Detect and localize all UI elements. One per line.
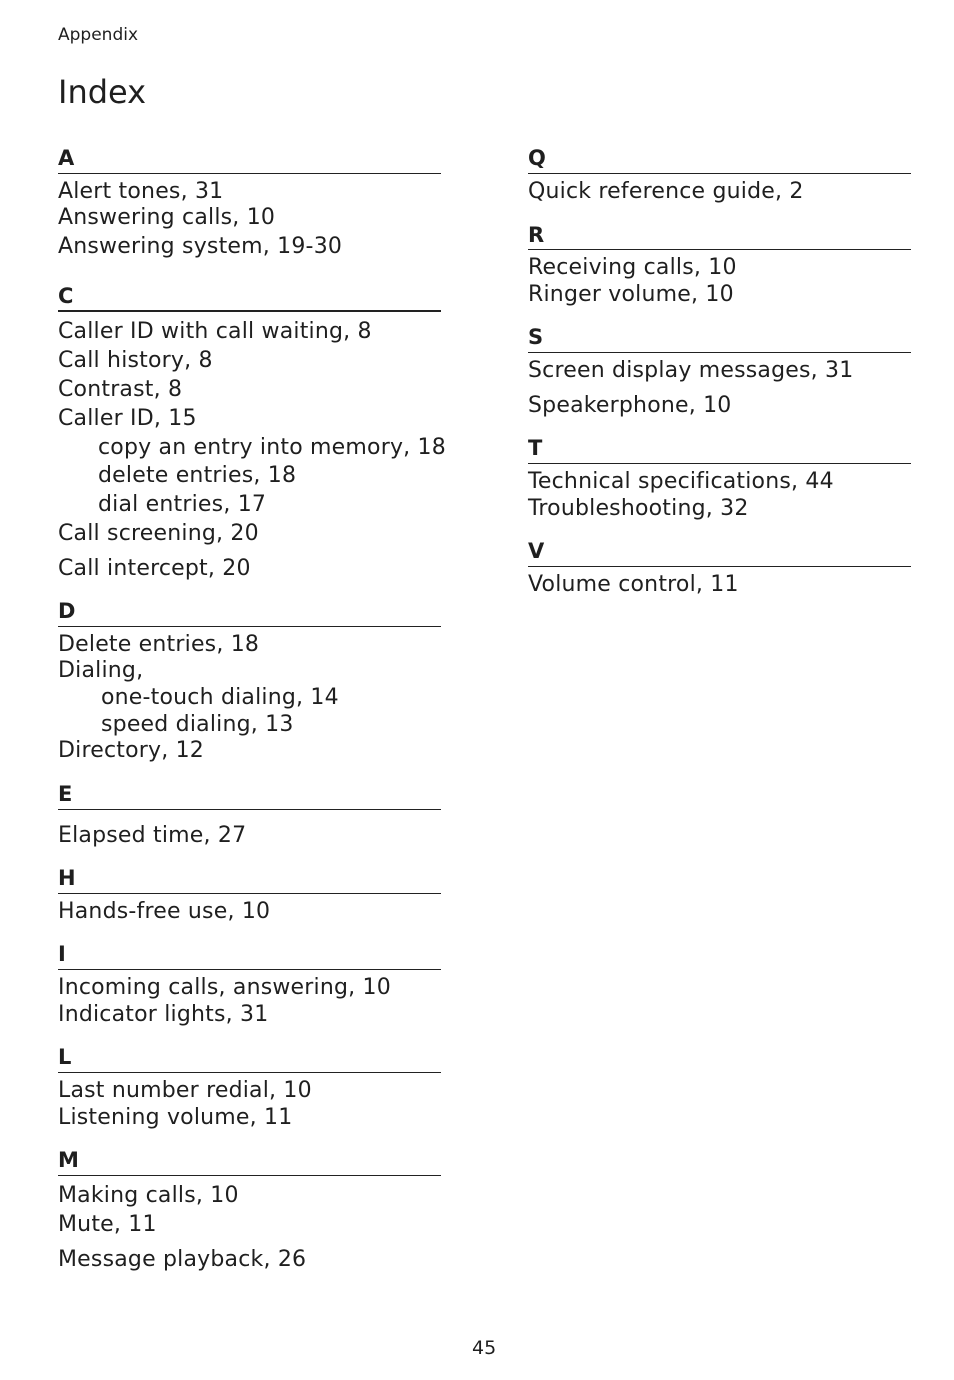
- index-letter: T: [528, 436, 543, 460]
- divider: [528, 249, 911, 250]
- index-entry: Speakerphone, 10: [528, 393, 732, 418]
- index-entry: Technical specifications, 44: [528, 469, 834, 494]
- index-entry: Alert tones, 31: [58, 179, 224, 204]
- index-entry: Call intercept, 20: [58, 556, 251, 581]
- divider: [528, 463, 911, 464]
- index-letter: E: [58, 782, 73, 806]
- index-letter: L: [58, 1045, 72, 1069]
- divider: [58, 1072, 441, 1073]
- index-entry: Call history, 8: [58, 348, 213, 373]
- divider: [58, 809, 441, 810]
- divider: [528, 352, 911, 353]
- index-entry: Volume control, 11: [528, 572, 739, 597]
- index-entry: Quick reference guide, 2: [528, 179, 804, 204]
- index-entry: Incoming calls, answering, 10: [58, 975, 391, 1000]
- index-entry: Listening volume, 11: [58, 1105, 293, 1130]
- index-entry: Call screening, 20: [58, 521, 259, 546]
- index-entry: Answering system, 19-30: [58, 234, 343, 259]
- index-subentry: dial entries, 17: [98, 492, 267, 517]
- divider: [58, 1175, 441, 1176]
- index-entry: Ringer volume, 10: [528, 282, 734, 307]
- divider: [58, 310, 441, 312]
- index-letter: V: [528, 539, 545, 563]
- index-entry: Dialing,: [58, 658, 144, 683]
- index-letter: H: [58, 866, 76, 890]
- index-entry: Receiving calls, 10: [528, 255, 737, 280]
- page-number: 45: [472, 1337, 497, 1359]
- index-entry: Delete entries, 18: [58, 632, 260, 657]
- index-entry: Making calls, 10: [58, 1183, 239, 1208]
- divider: [58, 969, 441, 970]
- index-letter: I: [58, 942, 66, 966]
- divider: [58, 626, 441, 627]
- index-letter: Q: [528, 146, 546, 170]
- divider: [528, 566, 911, 567]
- divider: [58, 173, 441, 174]
- index-entry: Indicator lights, 31: [58, 1002, 269, 1027]
- index-entry: Contrast, 8: [58, 377, 183, 402]
- index-letter: C: [58, 284, 74, 308]
- index-entry: Message playback, 26: [58, 1247, 307, 1272]
- index-entry: Answering calls, 10: [58, 205, 276, 230]
- index-entry: Directory, 12: [58, 738, 204, 763]
- index-entry: Hands-free use, 10: [58, 899, 271, 924]
- index-subentry: delete entries, 18: [98, 463, 297, 488]
- index-entry: Troubleshooting, 32: [528, 496, 749, 521]
- index-entry: Elapsed time, 27: [58, 823, 247, 848]
- index-letter: R: [528, 223, 545, 247]
- divider: [58, 893, 441, 894]
- index-entry: Last number redial, 10: [58, 1078, 312, 1103]
- page-title: Index: [58, 73, 147, 111]
- index-subentry: one-touch dialing, 14: [101, 685, 339, 710]
- index-letter: A: [58, 146, 75, 170]
- divider: [528, 173, 911, 174]
- index-letter: M: [58, 1148, 79, 1172]
- index-subentry: speed dialing, 13: [101, 712, 294, 737]
- index-entry: Mute, 11: [58, 1212, 157, 1237]
- index-letter: S: [528, 325, 544, 349]
- index-entry: Screen display messages, 31: [528, 358, 854, 383]
- section-label: Appendix: [58, 25, 139, 45]
- index-subentry: copy an entry into memory, 18: [98, 435, 446, 460]
- index-entry: Caller ID, 15: [58, 406, 197, 431]
- index-letter: D: [58, 599, 76, 623]
- index-entry: Caller ID with call waiting, 8: [58, 319, 372, 344]
